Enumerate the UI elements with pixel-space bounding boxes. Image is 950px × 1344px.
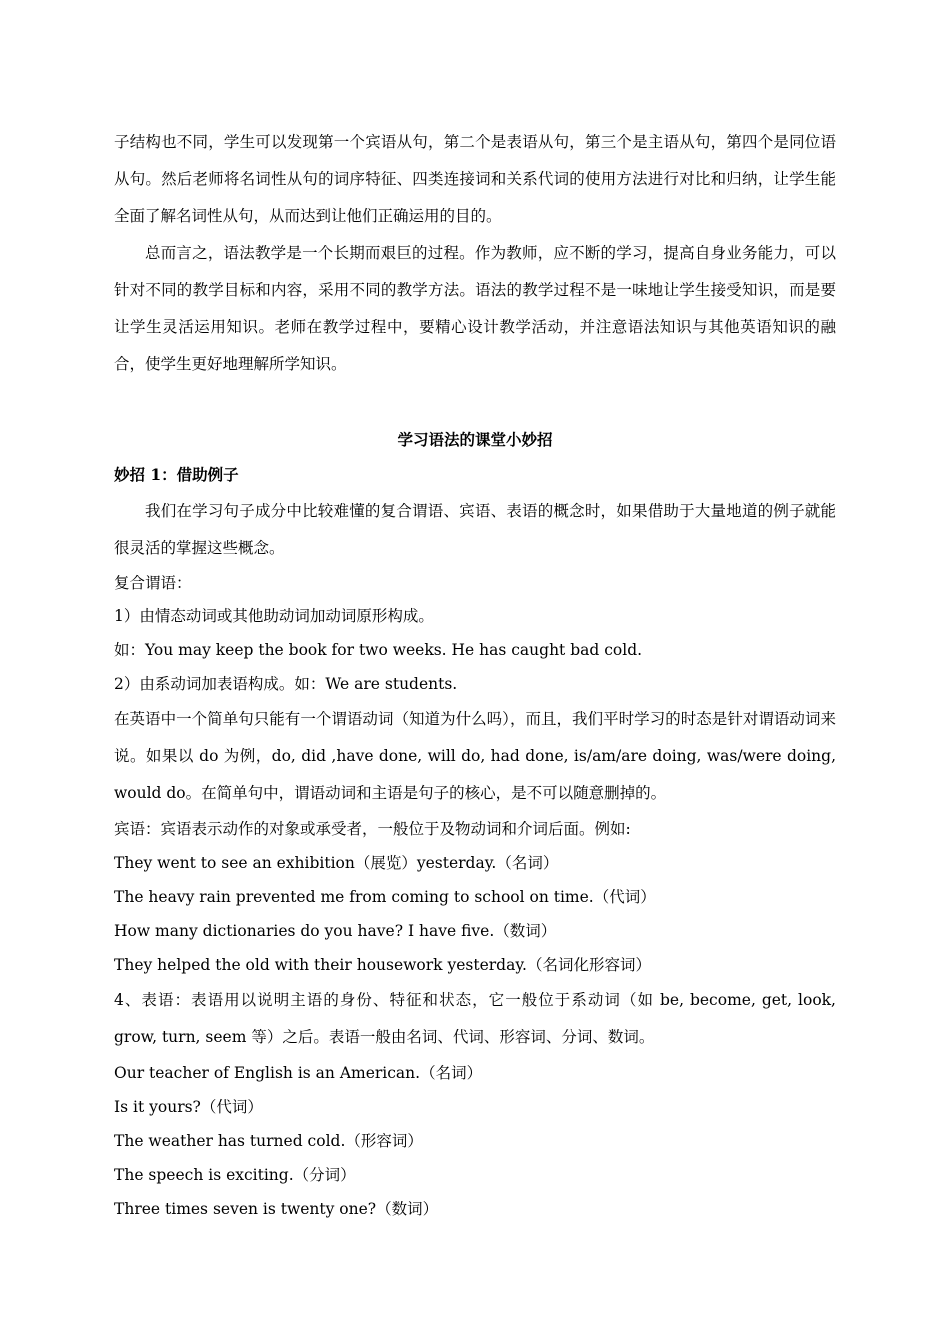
tip1-heading: 妙招 1：借助例子 [114, 465, 239, 484]
point-2: 2）由系动词加表语构成。如：We are students. [114, 675, 458, 693]
intro-paragraph-2: 总而言之，语法教学是一个长期而艰巨的过程。作为教师，应不断的学习，提高自身业务能力，可以针对不同的教学目标和内容，采用不同的教学方法。语法的教学过程不是一味地让学生接受知识，而是要让学生灵活运用知识。老师在教学过程中，要精心设计教学活动，并注意语法知识与其他英语知识的融合，使学生更好地理解所学知识。 [114, 244, 836, 373]
object-definition: 宾语：宾语表示动作的对象或承受者，一般位于及物动词和介词后面。例如: [114, 820, 631, 838]
point-1-example: 如：You may keep the book for two weeks. He has caught bad cold. [114, 641, 643, 659]
predicative-example: The weather has turned cold.（形容词） [114, 1132, 423, 1150]
predicative-example: The speech is exciting.（分词） [114, 1166, 356, 1184]
object-example: The heavy rain prevented me from coming to school on time.（代词） [114, 888, 656, 906]
object-example: They helped the old with their housework yesterday.（名词化形容词） [114, 956, 651, 974]
tip1-intro: 我们在学习句子成分中比较难懂的复合谓语、宾语、表语的概念时，如果借助于大量地道的例子就能很灵活的掌握这些概念。 [114, 502, 836, 557]
predicative-example: Our teacher of English is an American.（名词） [114, 1064, 483, 1082]
predicative-definition: 4、表语：表语用以说明主语的身份、特征和状态，它一般位于系动词（如 be, become, get, look, grow, turn, seem 等）之后。表语一般由名词、代词、形容词、分词、数词。 [114, 991, 836, 1046]
object-example: How many dictionaries do you have? I have five.（数词） [114, 922, 557, 940]
predicative-example: Three times seven is twenty one?（数词） [114, 1200, 439, 1218]
compound-predicate-label: 复合谓语： [114, 574, 192, 592]
document-body [114, 124, 836, 1226]
point-1: 1）由情态动词或其他助动词加动词原形构成。 [114, 607, 434, 625]
section-title: 学习语法的课堂小妙招 [397, 430, 553, 449]
predicative-example: Is it yours?（代词） [114, 1098, 263, 1116]
predicate-note: 在英语中一个简单句只能有一个谓语动词（知道为什么吗），而且，我们平时学习的时态是针对谓语动词来说。如果以 do 为例，do, did ,have done, will do, had done, is/am/are doing, was/were doing, would do。在简单句中，谓语动词和主语是句子的核心，是不可以随意删掉的。 [114, 710, 836, 802]
intro-paragraph-1: 子结构也不同，学生可以发现第一个宾语从句，第二个是表语从句，第三个是主语从句，第四个是同位语从句。然后老师将名词性从句的词序特征、四类连接词和关系代词的使用方法进行对比和归纳，让学生能全面了解名词性从句，从而达到让他们正确运用的目的。 [114, 133, 836, 225]
object-example: They went to see an exhibition（展览）yesterday.（名词） [114, 854, 559, 872]
